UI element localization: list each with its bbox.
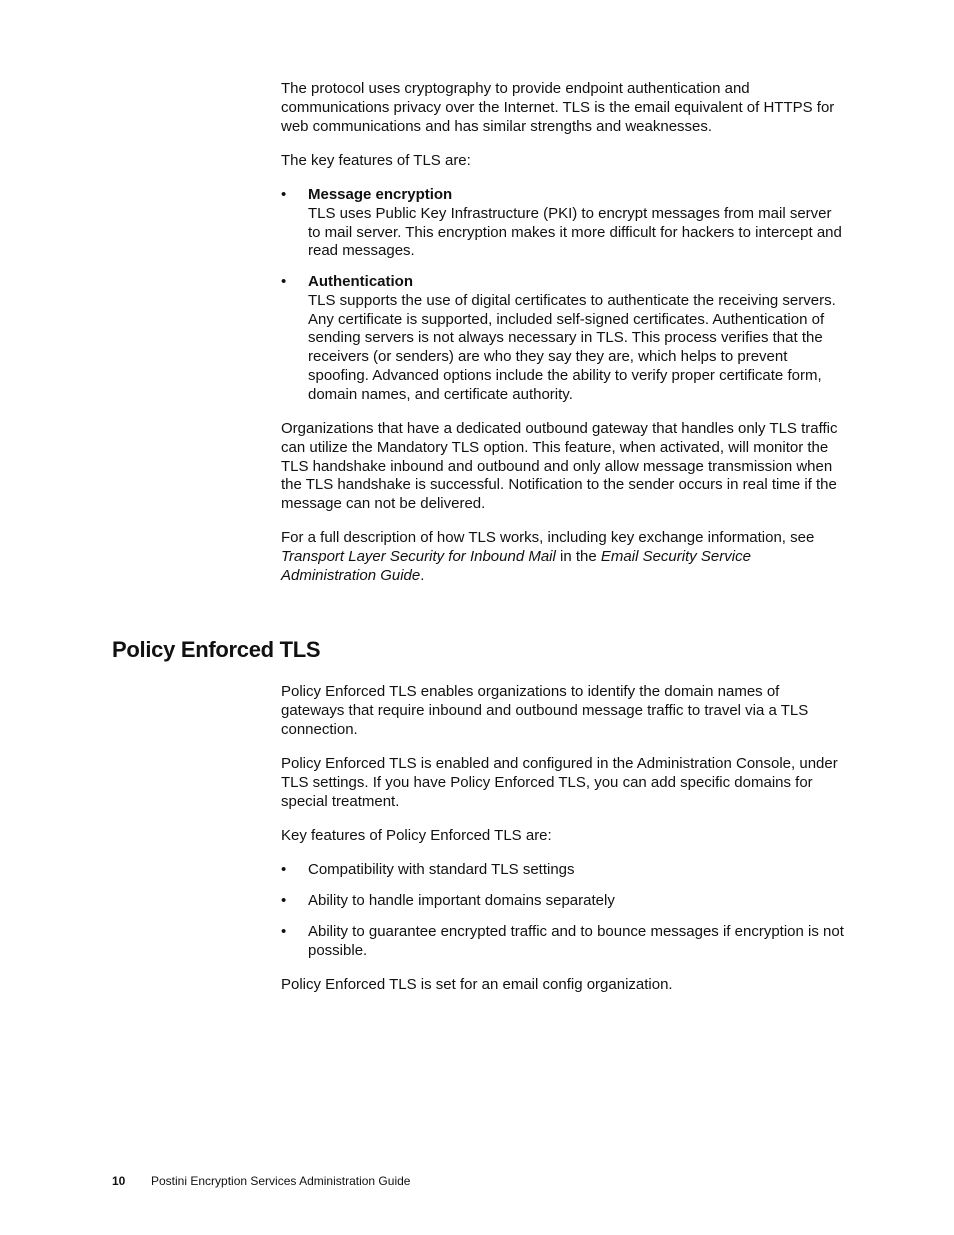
- section-paragraph-3: Key features of Policy Enforced TLS are:: [281, 827, 552, 844]
- list-item-text: Ability to guarantee encrypted traffic and to bounce messages if encryption is not possible.: [308, 923, 844, 959]
- key-features-intro: The key features of TLS are:: [281, 152, 471, 169]
- bullet-marker: •: [281, 186, 287, 203]
- feature-description: TLS supports the use of digital certificates to authenticate the receiving servers. Any certificate is supported, included self-signed certificates. Authentication of sending servers is not always necessary in TLS. This process verifies that the receivers (or senders) are who they say they are, which helps to prevent spoofing. Advanced options include the ability to verify proper certificate form, domain names, and certificate authority.: [308, 291, 836, 403]
- feature-title: Message encryption: [308, 186, 453, 203]
- page-number: 10: [112, 1174, 126, 1188]
- section-paragraph-2: Policy Enforced TLS is enabled and configured in the Administration Console, under TLS settings. If you have Policy Enforced TLS, you can add specific domains for special treatment.: [281, 755, 838, 810]
- bullet-marker: •: [281, 861, 287, 878]
- list-item-text: Ability to handle important domains separately: [308, 892, 615, 909]
- feature-title: Authentication: [308, 273, 413, 290]
- feature-description: TLS uses Public Key Infrastructure (PKI) to encrypt messages from mail server to mail server. This encryption makes it more difficult for hackers to intercept and read messages.: [308, 204, 842, 260]
- section-paragraph-1: Policy Enforced TLS enables organizations to identify the domain names of gateways that require inbound and outbound message traffic to travel via a TLS connection.: [281, 683, 809, 738]
- full-desc-middle: in the: [555, 547, 601, 565]
- intro-paragraph: The protocol uses cryptography to provide endpoint authentication and communications privacy over the Internet. TLS is the email equivalent of HTTPS for web communications and has similar strengths and weaknesses.: [281, 80, 835, 135]
- section-closing-paragraph: Policy Enforced TLS is set for an email config organization.: [281, 976, 673, 993]
- full-desc-suffix: .: [420, 566, 425, 584]
- bullet-marker: •: [281, 273, 287, 290]
- full-description-paragraph: [281, 529, 846, 585]
- mandatory-tls-paragraph: Organizations that have a dedicated outbound gateway that handles only TLS traffic can utilize the Mandatory TLS option. This feature, when activated, will monitor the TLS handshake inbound and outbound and only allow message transmission when the TLS handshake is successful. Notification to the sender occurs in real time if the message can not be delivered.: [281, 420, 838, 513]
- section-heading: Policy Enforced TLS: [112, 637, 321, 662]
- bullet-marker: •: [281, 892, 287, 909]
- reference-admin-guide: Email Security Service Administration Guide: [281, 547, 751, 584]
- bullet-marker: •: [281, 923, 287, 940]
- full-desc-prefix: For a full description of how TLS works, including key exchange information, see: [281, 529, 815, 546]
- footer-doc-title: Postini Encryption Services Administration Guide: [151, 1174, 411, 1188]
- list-item-text: Compatibility with standard TLS settings: [308, 861, 575, 878]
- reference-inbound-mail: Transport Layer Security for Inbound Mail: [281, 547, 556, 565]
